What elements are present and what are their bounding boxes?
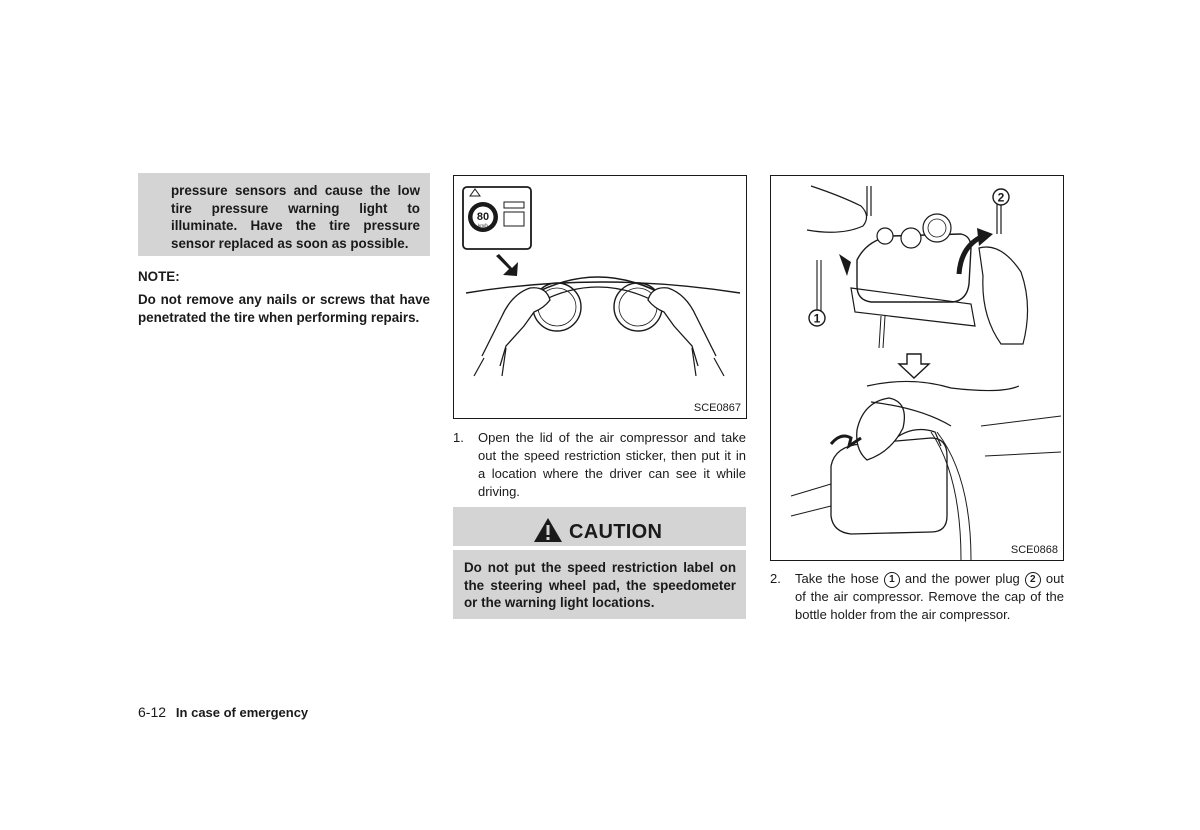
bottle-holder-cap bbox=[791, 381, 1061, 560]
sticker-speed: 80 bbox=[476, 211, 490, 223]
page-footer bbox=[138, 704, 308, 720]
callout-1-label: 1 bbox=[813, 311, 821, 326]
caution-body bbox=[453, 550, 746, 619]
step-text-part: and the power plug bbox=[904, 571, 1020, 586]
air-compressor-illustration bbox=[771, 176, 1063, 560]
step-text-part: out of the air compressor. Remove the cap of the bottle holder from the air compressor. bbox=[795, 571, 1064, 622]
caution-text: Do not put the speed restriction label on the steering wheel pad, the speedometer or the warning light locations. bbox=[464, 560, 736, 610]
left-hand bbox=[482, 288, 550, 366]
figure-air-compressor bbox=[770, 175, 1064, 561]
hand-holding-plug bbox=[979, 247, 1028, 344]
figure-speed-sticker bbox=[453, 175, 747, 419]
warning-continuation-box bbox=[138, 173, 430, 256]
pressure-gauge bbox=[923, 214, 951, 242]
step-text bbox=[795, 570, 1064, 624]
arrow-icon bbox=[496, 254, 518, 276]
down-arrow-icon bbox=[899, 354, 929, 378]
right-hand bbox=[648, 288, 716, 366]
figure-code: SCE0867 bbox=[693, 402, 741, 414]
warning-triangle-icon bbox=[533, 517, 563, 543]
hand-holding-hose bbox=[807, 186, 867, 232]
callout-2-inline: 2 bbox=[1025, 572, 1041, 588]
step-1 bbox=[453, 429, 746, 501]
steering-wheel-illustration bbox=[454, 176, 746, 418]
note-text: Do not remove any nails or screws that have penetrated the tire when performing repairs. bbox=[138, 292, 430, 325]
step-text-part: Take the hose bbox=[795, 571, 879, 586]
arrow-up-left-icon bbox=[839, 254, 851, 276]
arrow-up-right-icon bbox=[977, 228, 993, 246]
caution-title: CAUTION bbox=[569, 521, 663, 543]
note-title: NOTE: bbox=[138, 269, 180, 284]
page-number: 6-12 bbox=[138, 704, 167, 720]
step-number: 1. bbox=[453, 430, 464, 445]
callout-2-label: 2 bbox=[997, 190, 1005, 205]
step-2 bbox=[770, 570, 1064, 624]
sticker-unit: km/h bbox=[478, 223, 488, 228]
callout-1-inline: 1 bbox=[884, 572, 900, 588]
section-title: In case of emergency bbox=[175, 705, 309, 720]
caution-header bbox=[453, 507, 746, 546]
warning-text: pressure sensors and cause the low tire pressure warning light to illuminate. Have the tire pressure sensor replaced as soon as possible. bbox=[171, 183, 420, 251]
speed-restriction-sticker bbox=[463, 187, 531, 249]
step-text: Open the lid of the air compressor and take out the speed restriction sticker, then put it in a location where the driver can see it while driving. bbox=[478, 430, 746, 499]
compressor-top bbox=[807, 186, 1028, 348]
figure-code: SCE0868 bbox=[1010, 544, 1058, 556]
step-number: 2. bbox=[770, 571, 781, 586]
